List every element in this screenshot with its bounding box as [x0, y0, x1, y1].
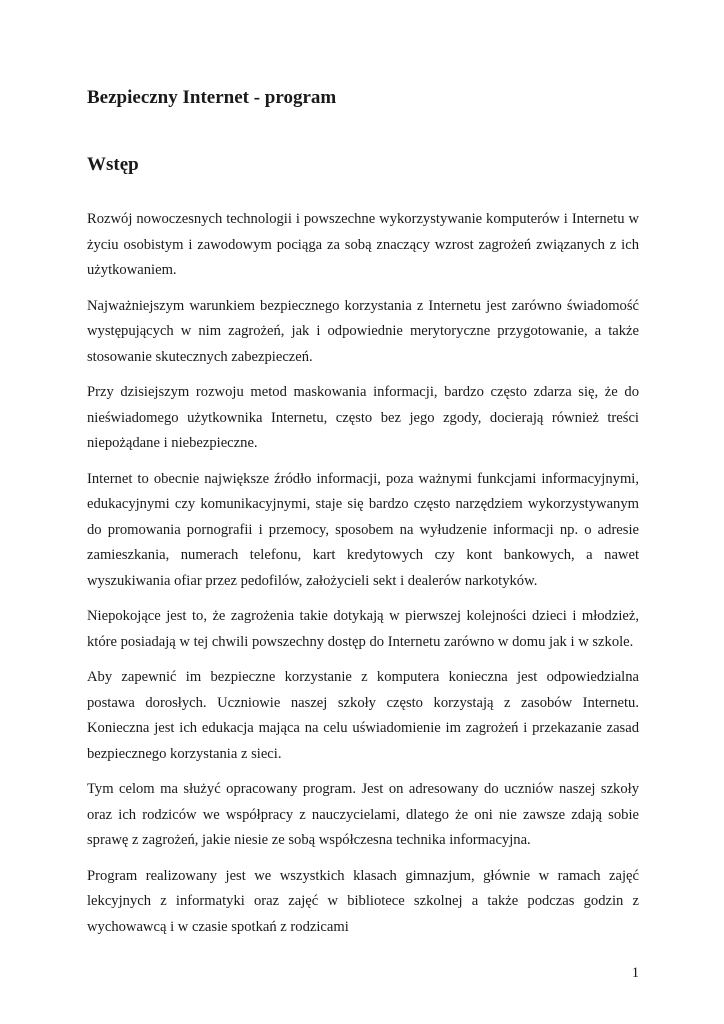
paragraph: Tym celom ma służyć opracowany program. Jest on adresowany do uczniów naszej szkoły oraz ich rodziców we współpracy z nauczycielami, dlatego że oni nie zawsze zdają sobie sprawę z zagrożeń, jakie niesie ze sobą współczesna technika informacyjna.: [87, 781, 639, 848]
section-heading: Wstęp: [87, 154, 139, 175]
paragraph: Niepokojące jest to, że zagrożenia takie dotykają w pierwszej kolejności dzieci i młodzież, które posiadają w tej chwili powszechny dostęp do Internetu zarówno w domu jak i w szkole.: [87, 608, 639, 650]
body-text: [87, 207, 639, 950]
paragraph: Przy dzisiejszym rozwoju metod maskowania informacji, bardzo często zdarza się, że do nieświadomego użytkownika Internetu, często bez jego zgody, docierają również treści niepożądane i niebezpieczne.: [87, 384, 639, 451]
paragraph: Rozwój nowoczesnych technologii i powszechne wykorzystywanie komputerów i Internetu w życiu osobistym i zawodowym pociąga za sobą znaczący wzrost zagrożeń związanych z ich użytkowaniem.: [87, 211, 639, 278]
paragraph: Aby zapewnić im bezpieczne korzystanie z komputera konieczna jest odpowiedzialna postawa dorosłych. Uczniowie naszej szkoły często korzystają z zasobów Internetu. Konieczna jest ich edukacja mająca na celu uświadomienie im zagrożeń i przekazanie zasad bezpiecznego korzystania z sieci.: [87, 669, 639, 762]
paragraph: Internet to obecnie największe źródło informacji, poza ważnymi funkcjami informacyjnymi, edukacyjnymi czy komunikacyjnymi, staje się bardzo często narzędziem wykorzystywanym do promowania pornografii i przemocy, sposobem na wyłudzenie informacji np. o adresie zamieszkania, numerach telefonu, kart kredytowych czy kont bankowych, a nawet wyszukiwania ofiar przez pedofilów, założycieli sekt i dealerów narkotyków.: [87, 470, 639, 589]
page-number: 1: [631, 965, 639, 981]
paragraph: Program realizowany jest we wszystkich klasach gimnazjum, głównie w ramach zajęć lekcyjnych z informatyki oraz zajęć w bibliotece szkolnej a także podczas godzin z wychowawcą i w czasie spotkań z rodzicami: [87, 867, 639, 935]
paragraph: Najważniejszym warunkiem bezpiecznego korzystania z Internetu jest zarówno świadomość występujących w nim zagrożeń, jak i odpowiednie merytoryczne przygotowanie, a także stosowanie skutecznych zabezpieczeń.: [87, 297, 639, 365]
document-title: Bezpieczny Internet - program: [87, 87, 337, 108]
